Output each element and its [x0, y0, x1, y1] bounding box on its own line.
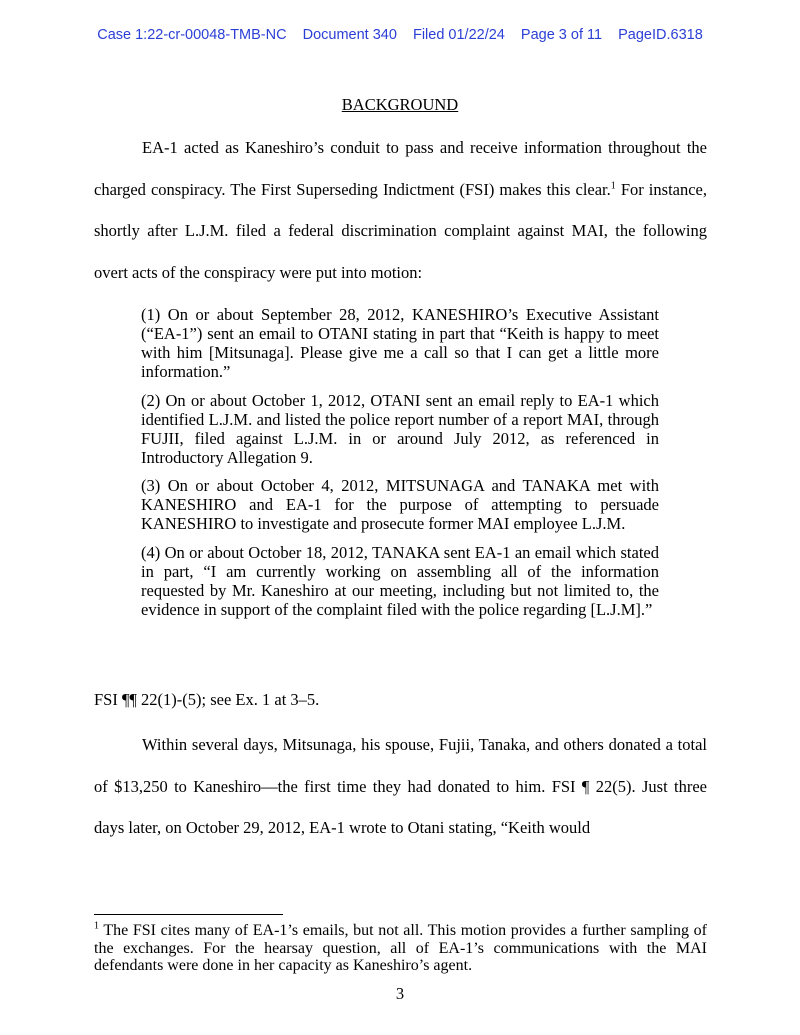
filed-date: Filed 01/22/24: [412, 27, 505, 43]
footnote: [94, 922, 707, 975]
document-number: Document 340: [302, 27, 397, 43]
paragraph-donations-text: Within several days, Mitsunaga, his spouse, Fujii, Tanaka, and others donated a total of $13,250 to Kaneshiro—the first time they had donated to him. FSI ¶ 22(5). Just three days later, on October 29, 2012, EA-1 wrote to Otani stating, “Keith would: [94, 735, 707, 837]
page-number: 3: [395, 984, 405, 1003]
overt-act-2: (2) On or about October 1, 2012, OTANI sent an email reply to EA-1 which identified L.J.M. and listed the police report number of a report MAI, through FUJII, filed against L.J.M. in or around July 2012, as referenced in Introductory Allegation 9.: [141, 390, 659, 467]
block-quote: [141, 305, 659, 628]
citation: FSI ¶¶ 22(1)-(5); see Ex. 1 at 3–5.: [94, 690, 320, 709]
overt-act-1: (1) On or about September 28, 2012, KANESHIRO’s Executive Assistant (“EA-1”) sent an email to OTANI stating in part that “Keith is happy to meet with him [Mitsunaga]. Please give me a call so that I can get a little more information.”: [141, 305, 659, 381]
page-id: PageID.6318: [618, 27, 703, 43]
footnote-number: 1: [94, 920, 99, 932]
overt-act-3: (3) On or about October 4, 2012, MITSUNAGA and TANAKA met with KANESHIRO and EA-1 for the purpose of attempting to persuade KANESHIRO to investigate and prosecute former MAI employee L.J.M.: [141, 476, 659, 533]
section-heading: BACKGROUND: [341, 95, 459, 114]
paragraph-donations: [94, 724, 707, 849]
footnote-reference[interactable]: 1: [610, 180, 616, 191]
footnote-text: The FSI cites many of EA-1’s emails, but not all. This motion provides a further sampling of the exchanges. For the hearsay question, all of EA-1’s communications with the MAI defendants were done in her capacity as Kaneshiro’s agent.: [94, 922, 707, 974]
footnote-divider: [94, 914, 283, 915]
case-number: Case 1:22-cr-00048-TMB-NC: [97, 27, 287, 43]
overt-act-4: (4) On or about October 18, 2012, TANAKA sent EA-1 an email which stated in part, “I am currently working on assembling all of the information requested by Mr. Kaneshiro at our meeting, including but not limited to, the evidence in support of the complaint filed with the police regarding [L.J.M].”: [141, 542, 659, 619]
paragraph-intro-text-b: For instance, shortly after L.J.M. filed a federal discrimination complaint against MAI, the following overt acts of the conspiracy were put into motion:: [94, 179, 707, 282]
ecf-header: [0, 27, 800, 43]
paragraph-intro: [94, 127, 707, 293]
page-count: Page 3 of 11: [520, 27, 603, 43]
paragraph-intro-text-a: EA-1 acted as Kaneshiro’s conduit to pass and receive information throughout the charged conspiracy. The First Superseding Indictment (FSI) makes this clear.: [94, 138, 707, 199]
